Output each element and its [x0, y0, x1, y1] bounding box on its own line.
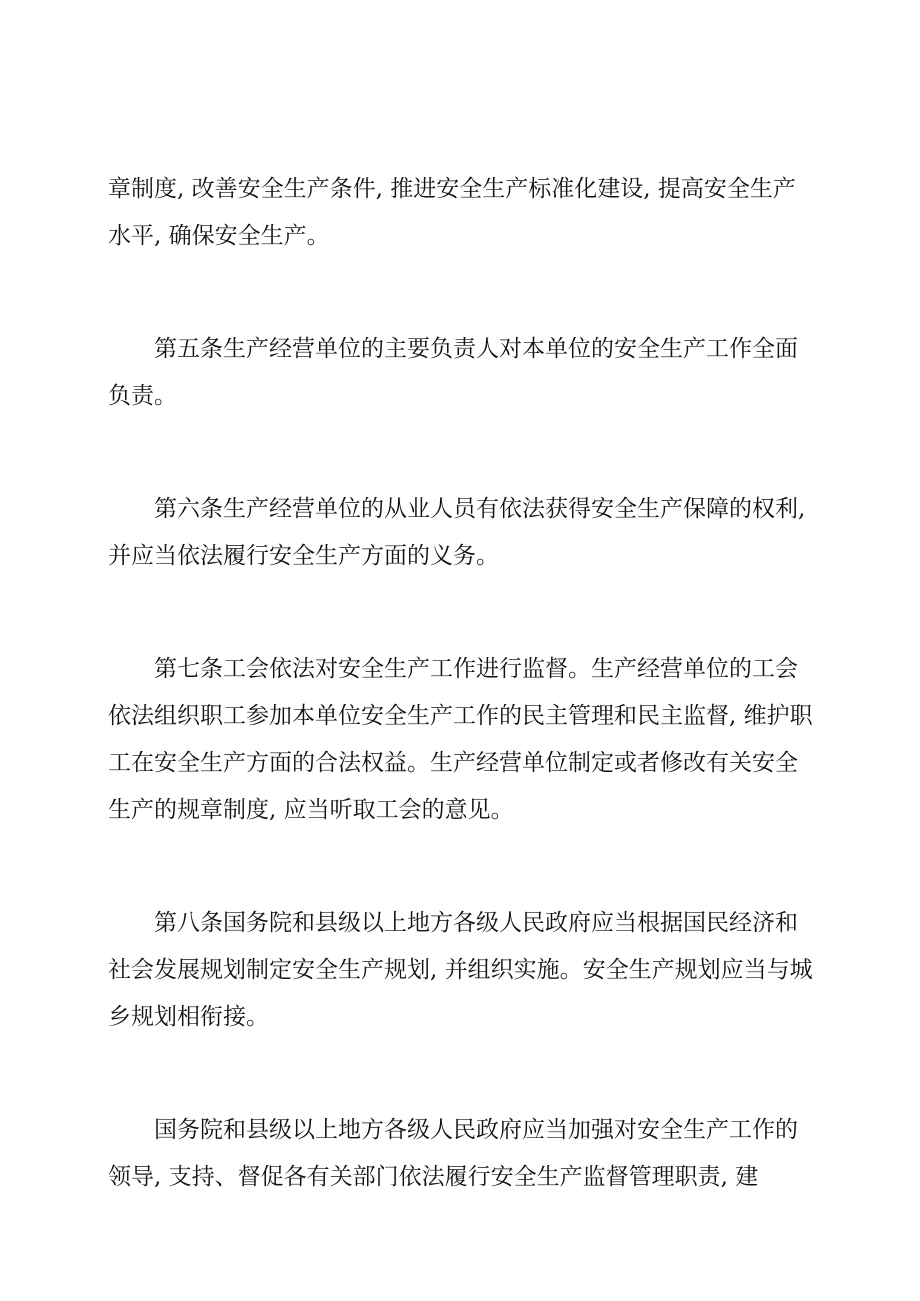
paragraph-article-5: 第五条生产经营单位的主要负责人对本单位的安全生产工作全面负责。	[108, 336, 798, 409]
paragraph-article-8: 第八条国务院和县级以上地方各级人民政府应当根据国民经济和社会发展规划制定安全生产规划, 并组织实施。安全生产规划应当与城乡规划相衔接。	[108, 910, 813, 1030]
document-body	[108, 166, 813, 1267]
paragraph-article-6: 第六条生产经营单位的从业人员有依法获得安全生产保障的权利, 并应当依法履行安全生产方面的义务。	[108, 496, 806, 569]
paragraph-article-7: 第七条工会依法对安全生产工作进行监督。生产经营单位的工会依法组织职工参加本单位安全生产工作的民主管理和民主监督, 维护职工在安全生产方面的合法权益。生产经营单位制定或者修改有关安全生产的规章制度, 应当听取工会的意见。	[108, 656, 813, 823]
paragraph-article-8-continued: 国务院和县级以上地方各级人民政府应当加强对安全生产工作的领导, 支持、督促各有关部门依法履行安全生产监督管理职责, 建	[108, 1117, 798, 1190]
paragraph-continuation: 章制度, 改善安全生产条件, 推进安全生产标准化建设, 提高安全生产水平, 确保安全生产。	[108, 176, 796, 249]
